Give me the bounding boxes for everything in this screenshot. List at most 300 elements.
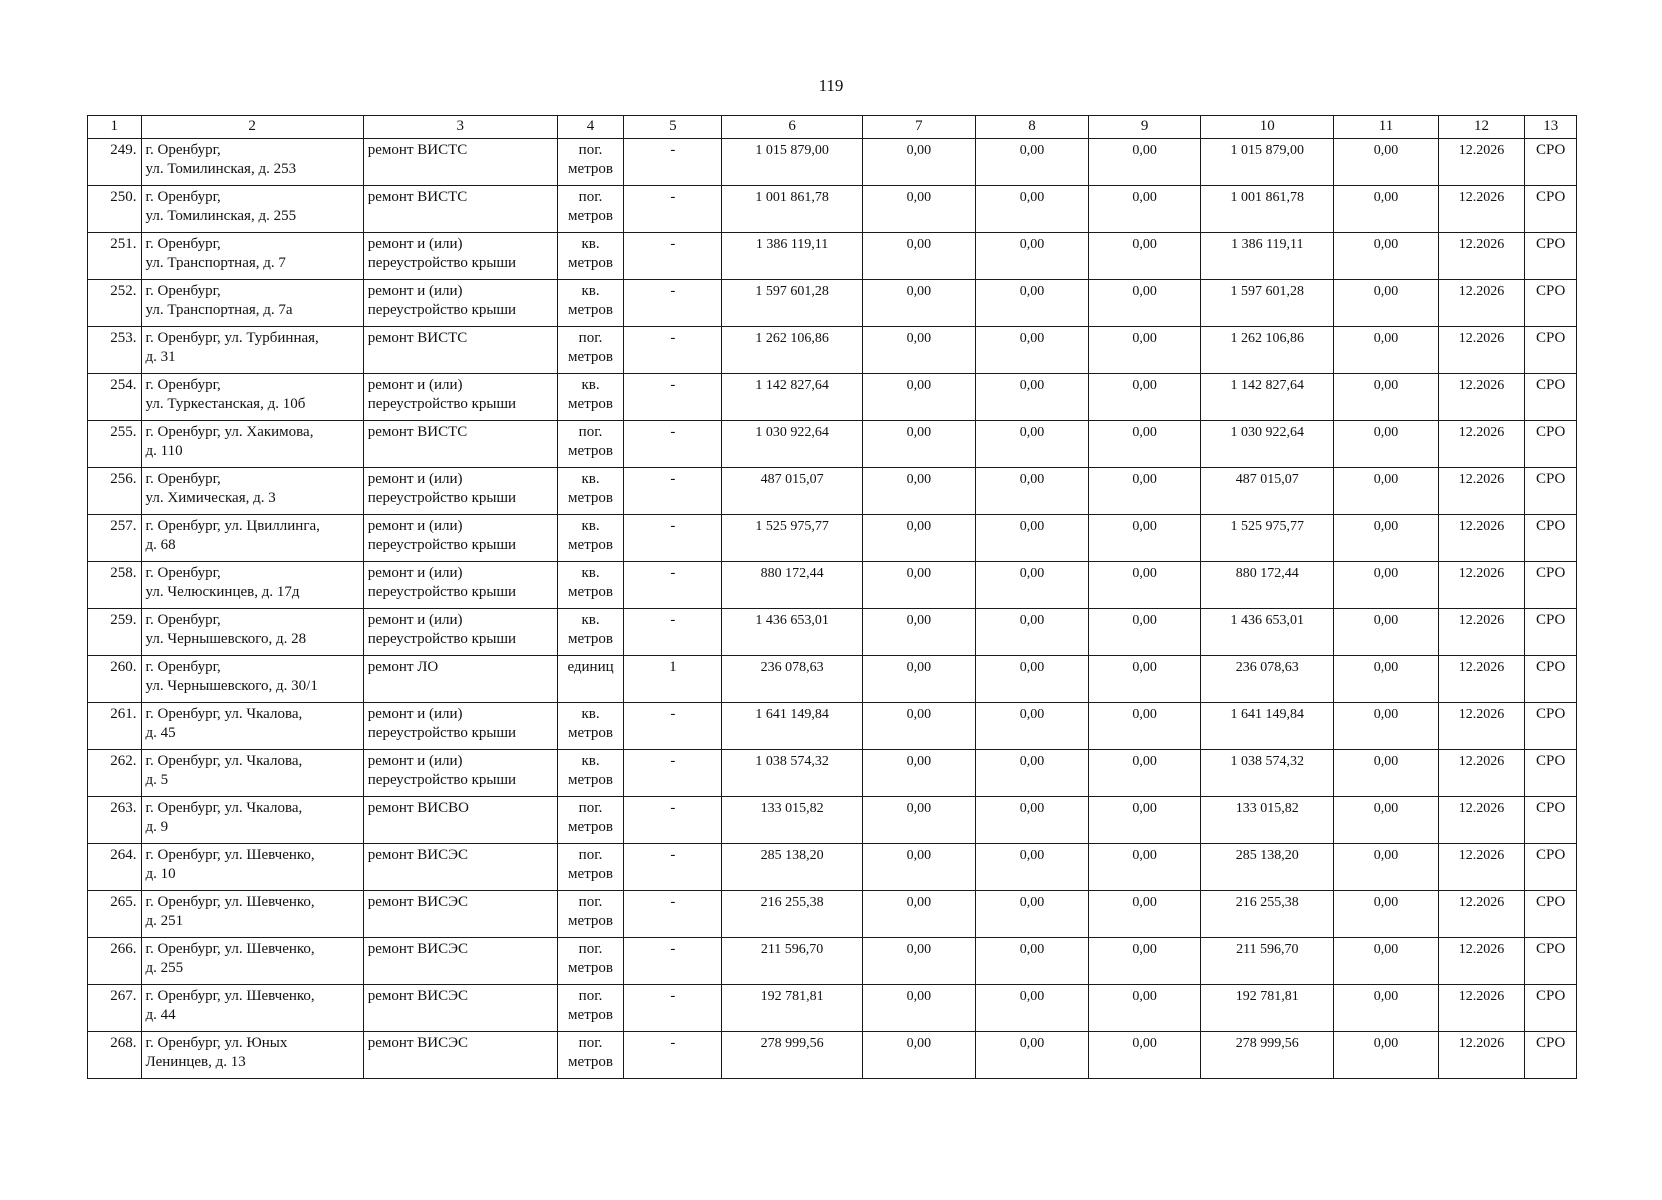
work-type-cell [363, 844, 557, 891]
table-row [88, 562, 1577, 609]
row-number: 251. [88, 233, 142, 280]
amount-cell-c7: 0,00 [862, 186, 975, 233]
address-cell [141, 562, 363, 609]
work-type-line: ремонт ВИСЭС [367, 941, 468, 957]
amount-cell-c8: 0,00 [975, 374, 1088, 421]
address-line: д. 110 [145, 443, 183, 459]
amount-cell-c9: 0,00 [1089, 562, 1201, 609]
amount-cell-c7: 0,00 [862, 703, 975, 750]
work-type-cell [363, 186, 557, 233]
quantity-cell: - [624, 515, 722, 562]
work-type-line: ремонт и (или) [367, 236, 463, 252]
amount-cell-c6: 285 138,20 [722, 844, 862, 891]
address-line: г. Оренбург, [145, 142, 221, 158]
amount-cell-c10: 278 999,56 [1201, 1032, 1334, 1079]
amount-cell-c6: 1 386 119,11 [722, 233, 862, 280]
amount-cell-c9: 0,00 [1089, 468, 1201, 515]
source-cell: СРО [1525, 844, 1577, 891]
amount-cell-c9: 0,00 [1089, 186, 1201, 233]
work-type-line: ремонт ВИСТС [367, 330, 468, 346]
row-number: 268. [88, 1032, 142, 1079]
amount-cell-c8: 0,00 [975, 797, 1088, 844]
address-cell [141, 233, 363, 280]
amount-cell-c7: 0,00 [862, 938, 975, 985]
work-type-cell [363, 656, 557, 703]
unit-line: пог. [578, 847, 603, 863]
unit-line: кв. [581, 753, 600, 769]
row-number: 267. [88, 985, 142, 1032]
work-type-line: ремонт и (или) [367, 518, 463, 534]
amount-cell-c6: 1 525 975,77 [722, 515, 862, 562]
amount-cell-c10: 880 172,44 [1201, 562, 1334, 609]
quantity-cell: - [624, 797, 722, 844]
address-cell [141, 985, 363, 1032]
amount-cell-c10: 133 015,82 [1201, 797, 1334, 844]
column-header: 3 [363, 116, 557, 139]
amount-cell-c7: 0,00 [862, 609, 975, 656]
work-type-cell [363, 421, 557, 468]
amount-cell-c8: 0,00 [975, 844, 1088, 891]
quantity-cell: - [624, 891, 722, 938]
address-line: ул. Чернышевского, д. 28 [145, 631, 307, 647]
amount-cell-c8: 0,00 [975, 468, 1088, 515]
source-cell: СРО [1525, 938, 1577, 985]
quantity-cell: - [624, 844, 722, 891]
column-header: 5 [624, 116, 722, 139]
amount-cell-c6: 487 015,07 [722, 468, 862, 515]
unit-line: метров [568, 960, 614, 976]
table-row [88, 656, 1577, 703]
row-number: 260. [88, 656, 142, 703]
address-cell [141, 186, 363, 233]
work-type-cell [363, 374, 557, 421]
quantity-cell: - [624, 703, 722, 750]
amount-cell-c10: 1 001 861,78 [1201, 186, 1334, 233]
work-type-line: ремонт ВИСТС [367, 142, 468, 158]
amount-cell-c11: 0,00 [1334, 938, 1438, 985]
unit-line: единиц [567, 659, 614, 675]
work-type-line: ремонт и (или) [367, 706, 463, 722]
row-number: 263. [88, 797, 142, 844]
unit-line: метров [568, 866, 614, 882]
unit-line: метров [568, 584, 614, 600]
table-row [88, 139, 1577, 186]
source-cell: СРО [1525, 609, 1577, 656]
amount-cell-c6: 133 015,82 [722, 797, 862, 844]
amount-cell-c7: 0,00 [862, 139, 975, 186]
work-type-cell [363, 703, 557, 750]
amount-cell-c9: 0,00 [1089, 985, 1201, 1032]
period-cell: 12.2026 [1438, 938, 1525, 985]
table-row [88, 421, 1577, 468]
work-type-line: ремонт и (или) [367, 283, 463, 299]
amount-cell-c9: 0,00 [1089, 844, 1201, 891]
period-cell: 12.2026 [1438, 844, 1525, 891]
work-type-line: ремонт и (или) [367, 612, 463, 628]
amount-cell-c9: 0,00 [1089, 139, 1201, 186]
amount-cell-c11: 0,00 [1334, 797, 1438, 844]
amount-cell-c7: 0,00 [862, 844, 975, 891]
address-line: ул. Химическая, д. 3 [145, 490, 276, 506]
amount-cell-c9: 0,00 [1089, 421, 1201, 468]
source-cell: СРО [1525, 280, 1577, 327]
address-line: г. Оренбург, [145, 283, 221, 299]
unit-cell [557, 750, 624, 797]
address-line: г. Оренбург, [145, 612, 221, 628]
unit-line: пог. [578, 1035, 603, 1051]
address-line: д. 31 [145, 349, 176, 365]
amount-cell-c10: 1 262 106,86 [1201, 327, 1334, 374]
amount-cell-c6: 1 597 601,28 [722, 280, 862, 327]
unit-cell [557, 233, 624, 280]
row-number: 257. [88, 515, 142, 562]
table-row [88, 327, 1577, 374]
work-type-cell [363, 327, 557, 374]
address-line: г. Оренбург, ул. Шевченко, [145, 988, 315, 1004]
period-cell: 12.2026 [1438, 750, 1525, 797]
unit-cell [557, 280, 624, 327]
table-row [88, 233, 1577, 280]
unit-cell [557, 891, 624, 938]
unit-line: метров [568, 349, 614, 365]
amount-cell-c6: 1 436 653,01 [722, 609, 862, 656]
column-header: 1 [88, 116, 142, 139]
source-cell: СРО [1525, 515, 1577, 562]
amount-cell-c7: 0,00 [862, 750, 975, 797]
amount-cell-c11: 0,00 [1334, 186, 1438, 233]
address-cell [141, 374, 363, 421]
table-row [88, 515, 1577, 562]
amount-cell-c11: 0,00 [1334, 233, 1438, 280]
unit-line: метров [568, 819, 614, 835]
row-number: 253. [88, 327, 142, 374]
period-cell: 12.2026 [1438, 233, 1525, 280]
unit-line: пог. [578, 941, 603, 957]
work-type-line: ремонт ВИСТС [367, 189, 468, 205]
unit-cell [557, 609, 624, 656]
amount-cell-c8: 0,00 [975, 186, 1088, 233]
page-number: 119 [818, 76, 844, 95]
amount-cell-c6: 216 255,38 [722, 891, 862, 938]
row-number: 255. [88, 421, 142, 468]
amount-cell-c8: 0,00 [975, 562, 1088, 609]
work-type-cell [363, 280, 557, 327]
amount-cell-c9: 0,00 [1089, 515, 1201, 562]
unit-cell [557, 703, 624, 750]
work-type-line: ремонт ВИСВО [367, 800, 469, 816]
column-header: 9 [1089, 116, 1201, 139]
unit-cell [557, 656, 624, 703]
work-type-cell [363, 938, 557, 985]
amount-cell-c9: 0,00 [1089, 703, 1201, 750]
amount-cell-c6: 1 015 879,00 [722, 139, 862, 186]
amount-cell-c8: 0,00 [975, 421, 1088, 468]
amount-cell-c6: 1 030 922,64 [722, 421, 862, 468]
address-cell [141, 139, 363, 186]
work-type-line: переустройство крыши [367, 537, 517, 553]
unit-line: пог. [578, 189, 603, 205]
unit-line: кв. [581, 283, 600, 299]
amount-cell-c11: 0,00 [1334, 1032, 1438, 1079]
amount-cell-c9: 0,00 [1089, 327, 1201, 374]
period-cell: 12.2026 [1438, 186, 1525, 233]
column-header: 4 [557, 116, 624, 139]
period-cell: 12.2026 [1438, 703, 1525, 750]
amount-cell-c10: 1 386 119,11 [1201, 233, 1334, 280]
address-line: д. 68 [145, 537, 176, 553]
amount-cell-c11: 0,00 [1334, 703, 1438, 750]
address-line: г. Оренбург, ул. Турбинная, [145, 330, 319, 346]
address-cell [141, 891, 363, 938]
quantity-cell: - [624, 186, 722, 233]
address-line: г. Оренбург, [145, 471, 221, 487]
amount-cell-c7: 0,00 [862, 1032, 975, 1079]
table-row [88, 374, 1577, 421]
amount-cell-c7: 0,00 [862, 656, 975, 703]
amount-cell-c8: 0,00 [975, 327, 1088, 374]
work-type-cell [363, 891, 557, 938]
work-type-line: переустройство крыши [367, 584, 517, 600]
quantity-cell: - [624, 327, 722, 374]
amount-cell-c10: 487 015,07 [1201, 468, 1334, 515]
amount-cell-c10: 1 597 601,28 [1201, 280, 1334, 327]
amount-cell-c11: 0,00 [1334, 844, 1438, 891]
source-cell: СРО [1525, 327, 1577, 374]
source-cell: СРО [1525, 421, 1577, 468]
source-cell: СРО [1525, 985, 1577, 1032]
amount-cell-c7: 0,00 [862, 891, 975, 938]
source-cell: СРО [1525, 797, 1577, 844]
table-row [88, 750, 1577, 797]
amount-cell-c6: 1 262 106,86 [722, 327, 862, 374]
address-line: д. 44 [145, 1007, 176, 1023]
row-number: 259. [88, 609, 142, 656]
table-row [88, 844, 1577, 891]
amount-cell-c9: 0,00 [1089, 656, 1201, 703]
table-row [88, 468, 1577, 515]
row-number: 258. [88, 562, 142, 609]
quantity-cell: - [624, 985, 722, 1032]
amount-cell-c10: 1 030 922,64 [1201, 421, 1334, 468]
address-cell [141, 656, 363, 703]
amount-cell-c6: 1 641 149,84 [722, 703, 862, 750]
period-cell: 12.2026 [1438, 985, 1525, 1032]
period-cell: 12.2026 [1438, 139, 1525, 186]
amount-cell-c7: 0,00 [862, 280, 975, 327]
work-type-cell [363, 985, 557, 1032]
amount-cell-c11: 0,00 [1334, 609, 1438, 656]
unit-cell [557, 421, 624, 468]
unit-cell [557, 797, 624, 844]
work-type-cell [363, 797, 557, 844]
amount-cell-c8: 0,00 [975, 139, 1088, 186]
address-line: г. Оренбург, ул. Чкалова, [145, 753, 303, 769]
unit-line: пог. [578, 800, 603, 816]
unit-line: метров [568, 161, 614, 177]
unit-line: метров [568, 772, 614, 788]
unit-line: метров [568, 302, 614, 318]
amount-cell-c7: 0,00 [862, 468, 975, 515]
unit-line: пог. [578, 894, 603, 910]
address-line: ул. Транспортная, д. 7а [145, 302, 293, 318]
column-header: 2 [141, 116, 363, 139]
amount-cell-c7: 0,00 [862, 797, 975, 844]
unit-line: метров [568, 443, 614, 459]
work-type-line: переустройство крыши [367, 772, 517, 788]
amount-cell-c8: 0,00 [975, 609, 1088, 656]
address-cell [141, 797, 363, 844]
address-line: Ленинцев, д. 13 [145, 1054, 246, 1070]
amount-cell-c8: 0,00 [975, 938, 1088, 985]
table-body [88, 139, 1577, 1079]
amount-cell-c9: 0,00 [1089, 233, 1201, 280]
amount-cell-c6: 1 038 574,32 [722, 750, 862, 797]
address-cell [141, 750, 363, 797]
period-cell: 12.2026 [1438, 515, 1525, 562]
address-line: ул. Чернышевского, д. 30/1 [145, 678, 318, 694]
row-number: 261. [88, 703, 142, 750]
quantity-cell: - [624, 562, 722, 609]
amount-cell-c11: 0,00 [1334, 421, 1438, 468]
period-cell: 12.2026 [1438, 468, 1525, 515]
address-line: д. 9 [145, 819, 169, 835]
unit-cell [557, 468, 624, 515]
work-type-cell [363, 468, 557, 515]
work-type-line: ремонт ЛО [367, 659, 439, 675]
work-type-cell [363, 515, 557, 562]
quantity-cell: - [624, 938, 722, 985]
unit-line: кв. [581, 706, 600, 722]
work-type-cell [363, 139, 557, 186]
unit-line: кв. [581, 518, 600, 534]
period-cell: 12.2026 [1438, 891, 1525, 938]
work-type-line: ремонт и (или) [367, 377, 463, 393]
amount-cell-c11: 0,00 [1334, 139, 1438, 186]
amount-cell-c10: 1 641 149,84 [1201, 703, 1334, 750]
unit-cell [557, 327, 624, 374]
unit-line: метров [568, 537, 614, 553]
amount-cell-c6: 236 078,63 [722, 656, 862, 703]
address-line: г. Оренбург, ул. Шевченко, [145, 894, 315, 910]
source-cell: СРО [1525, 656, 1577, 703]
unit-cell [557, 562, 624, 609]
quantity-cell: - [624, 1032, 722, 1079]
amount-cell-c11: 0,00 [1334, 656, 1438, 703]
amount-cell-c10: 216 255,38 [1201, 891, 1334, 938]
work-type-line: ремонт ВИСЭС [367, 847, 468, 863]
address-cell [141, 280, 363, 327]
amount-cell-c7: 0,00 [862, 562, 975, 609]
quantity-cell: 1 [624, 656, 722, 703]
table-row [88, 797, 1577, 844]
amount-cell-c8: 0,00 [975, 750, 1088, 797]
address-line: г. Оренбург, ул. Юных [145, 1035, 288, 1051]
work-type-cell [363, 562, 557, 609]
amount-cell-c9: 0,00 [1089, 374, 1201, 421]
amount-cell-c7: 0,00 [862, 233, 975, 280]
work-type-line: переустройство крыши [367, 396, 517, 412]
amount-cell-c8: 0,00 [975, 280, 1088, 327]
source-cell: СРО [1525, 1032, 1577, 1079]
work-type-line: ремонт ВИСЭС [367, 988, 468, 1004]
unit-line: кв. [581, 236, 600, 252]
work-type-line: переустройство крыши [367, 302, 517, 318]
amount-cell-c6: 1 142 827,64 [722, 374, 862, 421]
amount-cell-c7: 0,00 [862, 985, 975, 1032]
unit-line: кв. [581, 612, 600, 628]
row-number: 266. [88, 938, 142, 985]
amount-cell-c7: 0,00 [862, 374, 975, 421]
amount-cell-c6: 211 596,70 [722, 938, 862, 985]
address-line: ул. Томилинская, д. 255 [145, 208, 297, 224]
source-cell: СРО [1525, 233, 1577, 280]
work-type-cell [363, 750, 557, 797]
amount-cell-c11: 0,00 [1334, 562, 1438, 609]
amount-cell-c10: 236 078,63 [1201, 656, 1334, 703]
address-cell [141, 938, 363, 985]
work-type-line: переустройство крыши [367, 631, 517, 647]
address-line: г. Оренбург, ул. Хакимова, [145, 424, 314, 440]
amount-cell-c9: 0,00 [1089, 891, 1201, 938]
unit-cell [557, 515, 624, 562]
source-cell: СРО [1525, 186, 1577, 233]
address-cell [141, 1032, 363, 1079]
address-line: д. 45 [145, 725, 176, 741]
unit-line: метров [568, 490, 614, 506]
amount-cell-c8: 0,00 [975, 703, 1088, 750]
work-type-line: ремонт ВИСЭС [367, 1035, 468, 1051]
address-cell [141, 609, 363, 656]
table-row [88, 985, 1577, 1032]
table-row [88, 938, 1577, 985]
amount-cell-c9: 0,00 [1089, 750, 1201, 797]
amount-cell-c10: 1 142 827,64 [1201, 374, 1334, 421]
address-line: г. Оренбург, [145, 565, 221, 581]
unit-line: метров [568, 913, 614, 929]
period-cell: 12.2026 [1438, 609, 1525, 656]
amount-cell-c7: 0,00 [862, 421, 975, 468]
address-line: г. Оренбург, [145, 377, 221, 393]
quantity-cell: - [624, 374, 722, 421]
amount-cell-c10: 285 138,20 [1201, 844, 1334, 891]
amount-cell-c10: 192 781,81 [1201, 985, 1334, 1032]
column-header: 10 [1201, 116, 1334, 139]
table-row [88, 1032, 1577, 1079]
header-row [88, 116, 1577, 139]
unit-line: кв. [581, 565, 600, 581]
address-line: г. Оренбург, ул. Шевченко, [145, 941, 315, 957]
amount-cell-c6: 278 999,56 [722, 1032, 862, 1079]
unit-line: метров [568, 725, 614, 741]
quantity-cell: - [624, 609, 722, 656]
period-cell: 12.2026 [1438, 1032, 1525, 1079]
table-row [88, 703, 1577, 750]
address-line: г. Оренбург, ул. Чкалова, [145, 800, 303, 816]
quantity-cell: - [624, 468, 722, 515]
address-cell [141, 468, 363, 515]
table-header [88, 116, 1577, 139]
work-type-cell [363, 609, 557, 656]
amount-cell-c10: 211 596,70 [1201, 938, 1334, 985]
column-header: 7 [862, 116, 975, 139]
row-number: 256. [88, 468, 142, 515]
amount-cell-c11: 0,00 [1334, 515, 1438, 562]
address-cell [141, 703, 363, 750]
work-type-cell [363, 233, 557, 280]
row-number: 254. [88, 374, 142, 421]
unit-line: кв. [581, 377, 600, 393]
period-cell: 12.2026 [1438, 421, 1525, 468]
